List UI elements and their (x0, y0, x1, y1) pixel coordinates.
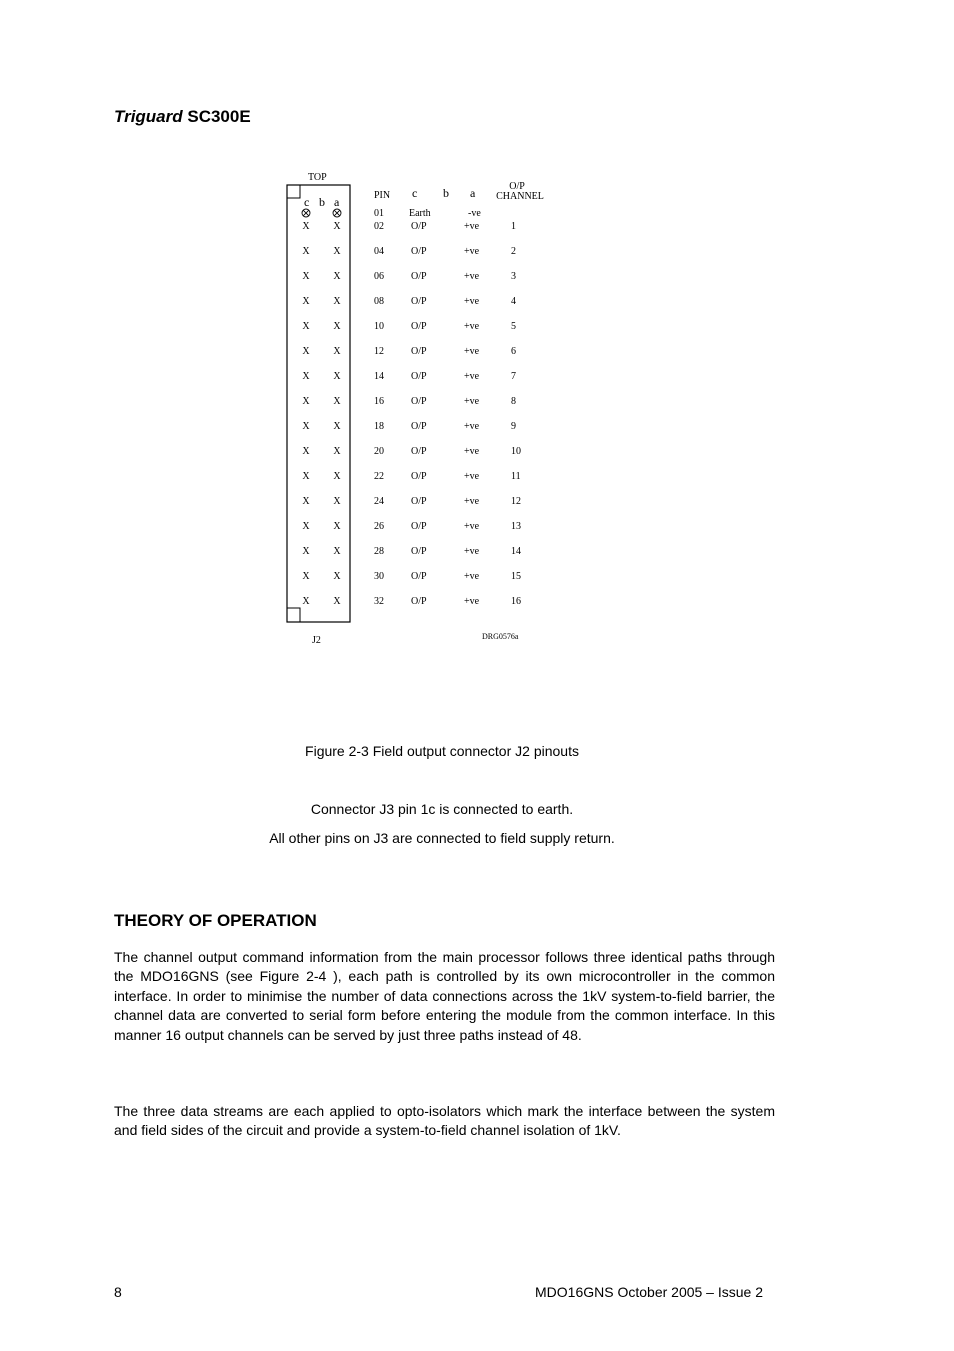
pin-number: 04 (374, 246, 384, 257)
pin-mark-c: X (302, 421, 310, 432)
pin-number: 22 (374, 471, 384, 482)
drawing-ref: DRG0576a (482, 632, 519, 641)
output-channel: 2 (511, 246, 516, 257)
pin-a-function: +ve (464, 471, 480, 482)
pin-01-c: Earth (409, 208, 431, 219)
pin-a-function: +ve (464, 571, 480, 582)
pin-number: 18 (374, 421, 384, 432)
pin-a-function: +ve (464, 221, 480, 232)
pin-c-function: O/P (411, 596, 427, 607)
pin-c-function: O/P (411, 221, 427, 232)
pin-mark-a: X (333, 521, 341, 532)
pin-number: 10 (374, 321, 384, 332)
pin-mark-c: X (302, 396, 310, 407)
conn-label-a: a (334, 195, 340, 209)
pin-mark-c: X (302, 346, 310, 357)
figure-caption: Figure 2-3 Field output connector J2 pinouts (305, 743, 579, 759)
pin-a-function: +ve (464, 346, 480, 357)
note-j3-earth: Connector J3 pin 1c is connected to earth. (310, 801, 574, 817)
pin-c-function: O/P (411, 246, 427, 257)
output-channel: 6 (511, 346, 516, 357)
pin-mark-c: X (302, 596, 310, 607)
paragraph-1: The channel output command information from the main processor follows three identical paths through the MDO16GNS (see Figure 2-4 ), each path is controlled by its own microcontroller in the common interface. In order to minimise the number of data connections across the 1kV system-to-field barrier, the channel data are converted to serial form before entering the module from the common interface. In this manner 16 output channels can be served by just three paths instead of 48. (114, 949, 775, 1043)
pin-mark-a: X (333, 596, 341, 607)
pin-1a-symbol (333, 209, 341, 217)
pin-c-function: O/P (411, 446, 427, 457)
pin-number: 32 (374, 596, 384, 607)
output-channel: 11 (511, 471, 521, 482)
pin-a-function: +ve (464, 546, 480, 557)
pin-c-function: O/P (411, 471, 427, 482)
pin-mark-a: X (333, 346, 341, 357)
pin-a-function: +ve (464, 271, 480, 282)
pin-a-function: +ve (464, 296, 480, 307)
pin-number: 26 (374, 521, 384, 532)
pin-mark-c: X (302, 296, 310, 307)
pin-a-function: +ve (464, 371, 480, 382)
pin-number: 12 (374, 346, 384, 357)
pin-a-function: +ve (464, 421, 480, 432)
header-channel: CHANNEL (496, 191, 544, 202)
output-channel: 15 (511, 571, 521, 582)
header-c: c (412, 186, 418, 200)
output-channel: 9 (511, 421, 516, 432)
pin-number: 06 (374, 271, 384, 282)
connector-key-bottom (287, 608, 300, 622)
section-heading: THEORY OF OPERATION (114, 911, 317, 930)
pin-mark-c: X (302, 471, 310, 482)
pin-1c-earth-symbol (302, 209, 310, 217)
pin-a-function: +ve (464, 446, 480, 457)
pin-mark-a: X (333, 496, 341, 507)
pin-c-function: O/P (411, 571, 427, 582)
conn-label-c: c (304, 195, 310, 209)
pin-number: 16 (374, 396, 384, 407)
pin-mark-a: X (333, 271, 341, 282)
pin-c-function: O/P (411, 546, 427, 557)
output-channel: 4 (511, 296, 516, 307)
pin-mark-a: X (333, 421, 341, 432)
pin-number: 02 (374, 221, 384, 232)
output-channel: 1 (511, 221, 516, 232)
output-channel: 13 (511, 521, 521, 532)
pin-mark-a: X (333, 546, 341, 557)
output-channel: 10 (511, 446, 521, 457)
output-channel: 14 (511, 546, 521, 557)
pin-c-function: O/P (411, 271, 427, 282)
pin-a-function: +ve (464, 521, 480, 532)
section-title (114, 107, 251, 127)
pin-number: 14 (374, 371, 384, 382)
pin-mark-a: X (333, 221, 341, 232)
pin-c-function: O/P (411, 296, 427, 307)
pin-c-function: O/P (411, 321, 427, 332)
pin-mark-a: X (333, 371, 341, 382)
pin-mark-c: X (302, 321, 310, 332)
pin-a-function: +ve (464, 596, 480, 607)
pin-rows (302, 221, 521, 607)
header-a: a (470, 186, 476, 200)
pin-01-a: -ve (468, 208, 481, 219)
pin-c-function: O/P (411, 396, 427, 407)
pin-mark-a: X (333, 246, 341, 257)
pin-number: 08 (374, 296, 384, 307)
pin-c-function: O/P (411, 521, 427, 532)
pinout-diagram (280, 165, 580, 655)
pin-mark-c: X (302, 496, 310, 507)
document-reference: MDO16GNS October 2005 – Issue 2 (535, 1284, 763, 1300)
pin-number: 24 (374, 496, 384, 507)
pin-mark-a: X (333, 296, 341, 307)
pin-mark-a: X (333, 396, 341, 407)
pin-mark-c: X (302, 546, 310, 557)
pin-mark-c: X (302, 246, 310, 257)
j2-label: J2 (312, 635, 321, 646)
note-j3-return: All other pins on J3 are connected to field supply return. (269, 830, 615, 846)
conn-label-b: b (319, 195, 325, 209)
output-channel: 5 (511, 321, 516, 332)
pin-number: 28 (374, 546, 384, 557)
output-channel: 8 (511, 396, 516, 407)
pin-mark-a: X (333, 321, 341, 332)
pin-a-function: +ve (464, 496, 480, 507)
pin-mark-c: X (302, 271, 310, 282)
output-channel: 7 (511, 371, 516, 382)
pin-01: 01 (374, 208, 384, 219)
pin-c-function: O/P (411, 496, 427, 507)
pin-mark-c: X (302, 446, 310, 457)
pin-mark-a: X (333, 471, 341, 482)
output-channel: 12 (511, 496, 521, 507)
pin-mark-c: X (302, 571, 310, 582)
pin-c-function: O/P (411, 346, 427, 357)
pin-mark-a: X (333, 571, 341, 582)
pin-c-function: O/P (411, 421, 427, 432)
top-label: TOP (308, 172, 327, 183)
output-channel: 16 (511, 596, 521, 607)
header-op: O/P (509, 181, 525, 192)
connector-key-top (287, 185, 300, 198)
output-channel: 3 (511, 271, 516, 282)
section-title-bold: SC300E (182, 107, 251, 126)
pin-a-function: +ve (464, 246, 480, 257)
section-title-italic: Triguard (114, 107, 183, 126)
pin-mark-c: X (302, 371, 310, 382)
paragraph-2: The three data streams are each applied to opto-isolators which mark the interface between the system and field sides of the circuit and provide a system-to-field channel isolation of 1kV. (114, 1103, 775, 1139)
pin-a-function: +ve (464, 321, 480, 332)
pin-mark-c: X (302, 221, 310, 232)
pin-mark-a: X (333, 446, 341, 457)
pin-number: 20 (374, 446, 384, 457)
pin-number: 30 (374, 571, 384, 582)
pin-c-function: O/P (411, 371, 427, 382)
pin-a-function: +ve (464, 396, 480, 407)
header-pin: PIN (374, 190, 391, 201)
header-b: b (443, 186, 449, 200)
pin-mark-c: X (302, 521, 310, 532)
page-number: 8 (114, 1284, 122, 1300)
